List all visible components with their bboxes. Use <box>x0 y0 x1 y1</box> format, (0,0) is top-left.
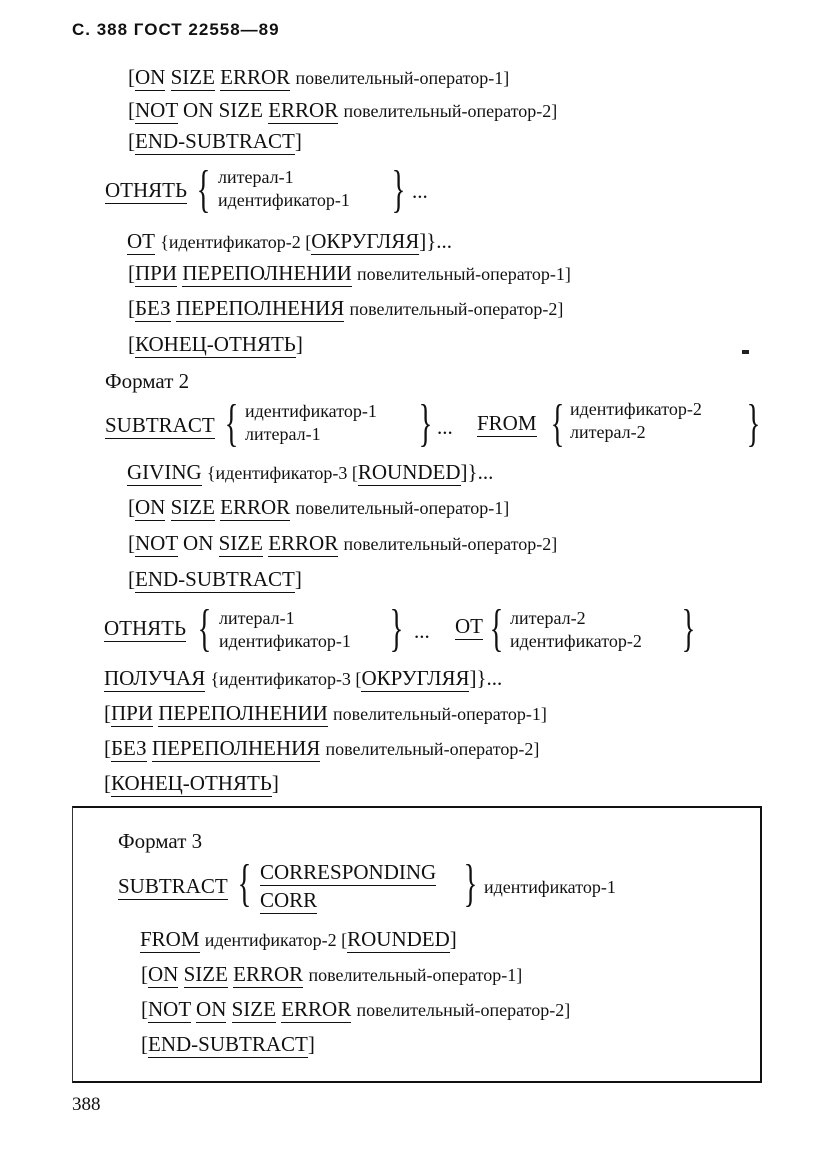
keyword-perepolnenii: ПЕРЕПОЛНЕНИИ <box>182 261 352 285</box>
keyword-subtract: SUBTRACT <box>105 413 215 437</box>
bracket: [ <box>128 296 135 320</box>
keyword-error: ERROR <box>268 531 339 555</box>
keyword-error: ERROR <box>233 962 304 986</box>
left-brace: { <box>224 395 239 452</box>
operand-text: повелительный-оператор-2] <box>343 101 558 121</box>
bracket: ] <box>294 129 302 153</box>
keyword-pri: ПРИ <box>135 261 178 285</box>
f3-corresponding <box>260 859 436 885</box>
keyword-perepolneniya: ПЕРЕПОЛНЕНИЯ <box>151 736 321 760</box>
keyword-end-subtract: END-SUBTRACT <box>135 567 295 591</box>
operand-text: повелительный-оператор-1] <box>357 264 571 284</box>
keyword-error: ERROR <box>220 495 291 519</box>
keyword-ot: ОТ <box>127 229 155 253</box>
operand-text: повелительный-оператор-1] <box>295 498 510 518</box>
keyword-bez: БЕЗ <box>135 296 171 320</box>
keyword-bez: БЕЗ <box>111 736 147 760</box>
f1-ru-verb <box>105 177 187 203</box>
keyword-error: ERROR <box>220 65 291 89</box>
keyword-not: NOT <box>148 997 191 1021</box>
bracket: [ <box>128 129 135 153</box>
bracket: ] <box>271 771 279 795</box>
f2-not-on-size-error-line <box>128 530 557 557</box>
bracket: [ <box>104 701 111 725</box>
operand-text: {идентификатор-2 [ <box>160 232 312 252</box>
bracket: [ <box>128 567 135 591</box>
f3-corr <box>260 887 317 913</box>
keyword-okruglyaya: ОКРУГЛЯЯ <box>361 666 470 690</box>
f1-on-size-error-line <box>128 64 509 91</box>
f2-ru-verb <box>104 615 186 641</box>
f1-not-on-size-error-line <box>128 97 557 124</box>
keyword-size: SIZE <box>218 98 263 122</box>
f2-ru-pri-line <box>104 700 547 727</box>
left-brace: { <box>196 161 211 218</box>
keyword-on: ON <box>196 997 227 1021</box>
keyword-on: ON <box>183 98 214 122</box>
right-brace: } <box>389 600 404 657</box>
f2-ru-ot <box>455 613 483 639</box>
keyword-on: ON <box>135 65 166 89</box>
operand-text: повелительный-оператор-2] <box>325 739 540 759</box>
keyword-poluchaya: ПОЛУЧАЯ <box>104 666 206 690</box>
keyword-on: ON <box>135 495 166 519</box>
keyword-okruglyaya: ОКРУГЛЯЯ <box>311 229 420 253</box>
keyword-konec-otnyat: КОНЕЦ-ОТНЯТЬ <box>111 771 272 795</box>
keyword-perepolneniya: ПЕРЕПОЛНЕНИЯ <box>175 296 345 320</box>
right-brace: } <box>391 161 406 218</box>
f1-ru-pri-line <box>128 260 571 287</box>
f3-not-on-size-error-line <box>141 996 570 1023</box>
keyword-rounded: ROUNDED <box>347 927 450 951</box>
print-speck <box>742 350 749 354</box>
keyword-otnyat: ОТНЯТЬ <box>105 178 188 202</box>
operand-identifier-2: идентификатор-2 <box>510 631 642 651</box>
bracket: [ <box>141 1032 148 1056</box>
keyword-error: ERROR <box>268 98 339 122</box>
keyword-end-subtract: END-SUBTRACT <box>148 1032 308 1056</box>
bracket: [ <box>104 736 111 760</box>
f2-ru-end-line <box>104 770 279 796</box>
bracket: [ <box>104 771 111 795</box>
bracket: ] <box>294 567 302 591</box>
bracket: [ <box>128 332 135 356</box>
bracket: ] <box>307 1032 315 1056</box>
operand-literal-1: литерал-1 <box>218 167 294 187</box>
f2-from <box>477 410 537 436</box>
operand-text: повелительный-оператор-1] <box>333 704 547 724</box>
keyword-size: SIZE <box>170 495 215 519</box>
f2-operand-stack-2 <box>570 398 702 444</box>
bracket: [ <box>128 261 135 285</box>
keyword-corresponding: CORRESPONDING <box>260 860 437 884</box>
format-2-title: Формат 2 <box>105 369 190 393</box>
operand-text: {идентификатор-3 [ <box>210 669 362 689</box>
f2-on-size-error-line <box>128 494 509 521</box>
keyword-on: ON <box>183 531 214 555</box>
f2-end-line <box>128 566 302 592</box>
ellipsis: ... <box>437 415 453 439</box>
left-brace: { <box>237 855 252 912</box>
closing-text: ]}... <box>469 666 503 690</box>
f3-from-line <box>140 926 457 953</box>
bracket: [ <box>141 962 148 986</box>
operand-text: повелительный-оператор-1] <box>295 68 510 88</box>
keyword-size: SIZE <box>183 962 228 986</box>
keyword-perepolnenii: ПЕРЕПОЛНЕНИИ <box>158 701 328 725</box>
operand-text: повелительный-оператор-2] <box>356 1000 571 1020</box>
f2-giving-line <box>127 459 493 486</box>
keyword-error: ERROR <box>281 997 352 1021</box>
keyword-corr: CORR <box>260 888 318 912</box>
f1-ru-bez-line <box>128 295 563 322</box>
f2-operand-stack-1 <box>245 400 377 446</box>
closing-text: ]}... <box>419 229 453 253</box>
left-brace: { <box>197 600 212 657</box>
f1-end-line <box>128 128 302 154</box>
right-brace: } <box>463 855 478 912</box>
f1-ru-end-line <box>128 331 303 357</box>
bracket: [ <box>128 65 135 89</box>
f3-verb <box>118 873 228 899</box>
operand-text: идентификатор-2 [ <box>204 930 348 950</box>
operand-text: повелительный-оператор-1] <box>308 965 523 985</box>
keyword-size: SIZE <box>170 65 215 89</box>
right-brace: } <box>746 395 761 452</box>
keyword-giving: GIVING <box>127 460 202 484</box>
f2-ru-poluchaya-line <box>104 665 502 692</box>
operand-literal-1: литерал-1 <box>245 424 321 444</box>
f2-ru-bez-line <box>104 735 539 762</box>
left-brace: { <box>489 600 504 657</box>
f3-end-line <box>141 1031 315 1057</box>
keyword-not: NOT <box>135 98 178 122</box>
operand-text: повелительный-оператор-2] <box>343 534 558 554</box>
running-header: С. 388 ГОСТ 22558—89 <box>72 20 280 39</box>
operand-literal-1: литерал-1 <box>219 608 295 628</box>
operand-identifier-1: идентификатор-1 <box>218 190 350 210</box>
left-brace: { <box>550 395 565 452</box>
keyword-otnyat: ОТНЯТЬ <box>104 616 187 640</box>
bracket: [ <box>128 495 135 519</box>
keyword-on: ON <box>148 962 179 986</box>
f2-ru-operand-stack-2 <box>510 607 642 653</box>
bracket: ] <box>449 927 457 951</box>
keyword-not: NOT <box>135 531 178 555</box>
operand-text: повелительный-оператор-2] <box>349 299 564 319</box>
f2-ru-operand-stack-1 <box>219 607 351 653</box>
operand-identifier-1: идентификатор-1 <box>484 877 616 897</box>
f1-ru-operand-stack <box>218 166 350 212</box>
keyword-subtract: SUBTRACT <box>118 874 228 898</box>
right-brace: } <box>681 600 696 657</box>
ellipsis: ... <box>412 179 428 203</box>
operand-identifier-1: идентификатор-1 <box>219 631 351 651</box>
f2-verb <box>105 412 215 438</box>
operand-literal-2: литерал-2 <box>510 608 586 628</box>
bracket: [ <box>141 997 148 1021</box>
keyword-size: SIZE <box>218 531 263 555</box>
format-3-title: Формат 3 <box>118 829 203 853</box>
bracket: [ <box>128 98 135 122</box>
keyword-pri: ПРИ <box>111 701 154 725</box>
bracket: ] <box>295 332 303 356</box>
keyword-ot: ОТ <box>455 614 483 638</box>
keyword-konec-otnyat: КОНЕЦ-ОТНЯТЬ <box>135 332 296 356</box>
f3-on-size-error-line <box>141 961 522 988</box>
bracket: [ <box>128 531 135 555</box>
keyword-from: FROM <box>477 411 537 435</box>
keyword-from: FROM <box>140 927 200 951</box>
keyword-size: SIZE <box>231 997 276 1021</box>
closing-text: ]}... <box>460 460 494 484</box>
operand-identifier-1: идентификатор-1 <box>245 401 377 421</box>
operand-text: {идентификатор-3 [ <box>206 463 358 483</box>
ellipsis: ... <box>414 619 430 643</box>
f1-ru-ot-line <box>127 228 452 255</box>
operand-literal-2: литерал-2 <box>570 422 646 442</box>
right-brace: } <box>418 395 433 452</box>
keyword-end-subtract: END-SUBTRACT <box>135 129 295 153</box>
operand-identifier-2: идентификатор-2 <box>570 399 702 419</box>
keyword-rounded: ROUNDED <box>357 460 461 484</box>
page-number: 388 <box>72 1094 101 1115</box>
